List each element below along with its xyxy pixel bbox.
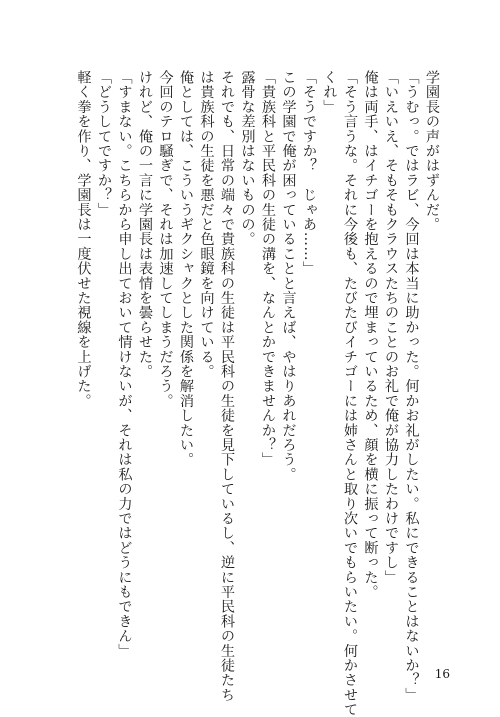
- text-line: 今回のテロ騒ぎで、それは加速してしまうだろう。: [157, 70, 174, 409]
- page-number: 16: [434, 667, 450, 681]
- text-line: 軽く拳を作り、学園長は一度伏せた視線を上げた。: [75, 70, 92, 409]
- text-line: それでも、日常の端々で貴族科の生徒は平民科の生徒を見下しているし、逆に平民科の生徒たち: [219, 70, 235, 703]
- text-line: けれど、俺の一言に学園長は表情を曇らせた。: [137, 70, 153, 379]
- text-line: 「いえいえ、そもそもクラウスたちのことのお礼で俺が協力したわけですし」: [383, 70, 399, 585]
- text-line: 俺は両手、はイチゴーを抱えるので埋まっているため、顔を横に振って断った。: [362, 70, 379, 600]
- text-line: 「そう言うな。それに今後も、たびたびイチゴーには姉さんと取り次いでもらいたい。何かさせて: [342, 70, 358, 717]
- text-line: 「そうですか？ じゃあ……」: [301, 70, 317, 276]
- text-line: 「うむっ。ではラビ、今回は本当に助かった。何かお礼がしたい。私にできることはないか？」: [403, 70, 420, 703]
- text-line: 「どうしてですか？」: [96, 70, 112, 217]
- text-line: 露骨な差別はないものの。: [239, 70, 256, 247]
- text-line: この学園で俺が困っていることと言えば、やはりあれだろう。: [280, 70, 297, 482]
- text-line: 俺としては、こういうギクシャクとした関係を解消したい。: [178, 70, 194, 467]
- text-line: 学園長の声がはずんだ。: [424, 70, 440, 232]
- text-line: は貴族科の生徒を悪だと色眼鏡を向けている。: [198, 70, 215, 379]
- text-line: 「すまない。こちらから申し出ておいて情けないが、それは私の力ではどうにもできん」: [116, 70, 133, 658]
- text-line: 「貴族科と平民科の生徒の溝を、なんとかできませんか？」: [260, 70, 276, 467]
- text-line: くれ」: [321, 70, 338, 115]
